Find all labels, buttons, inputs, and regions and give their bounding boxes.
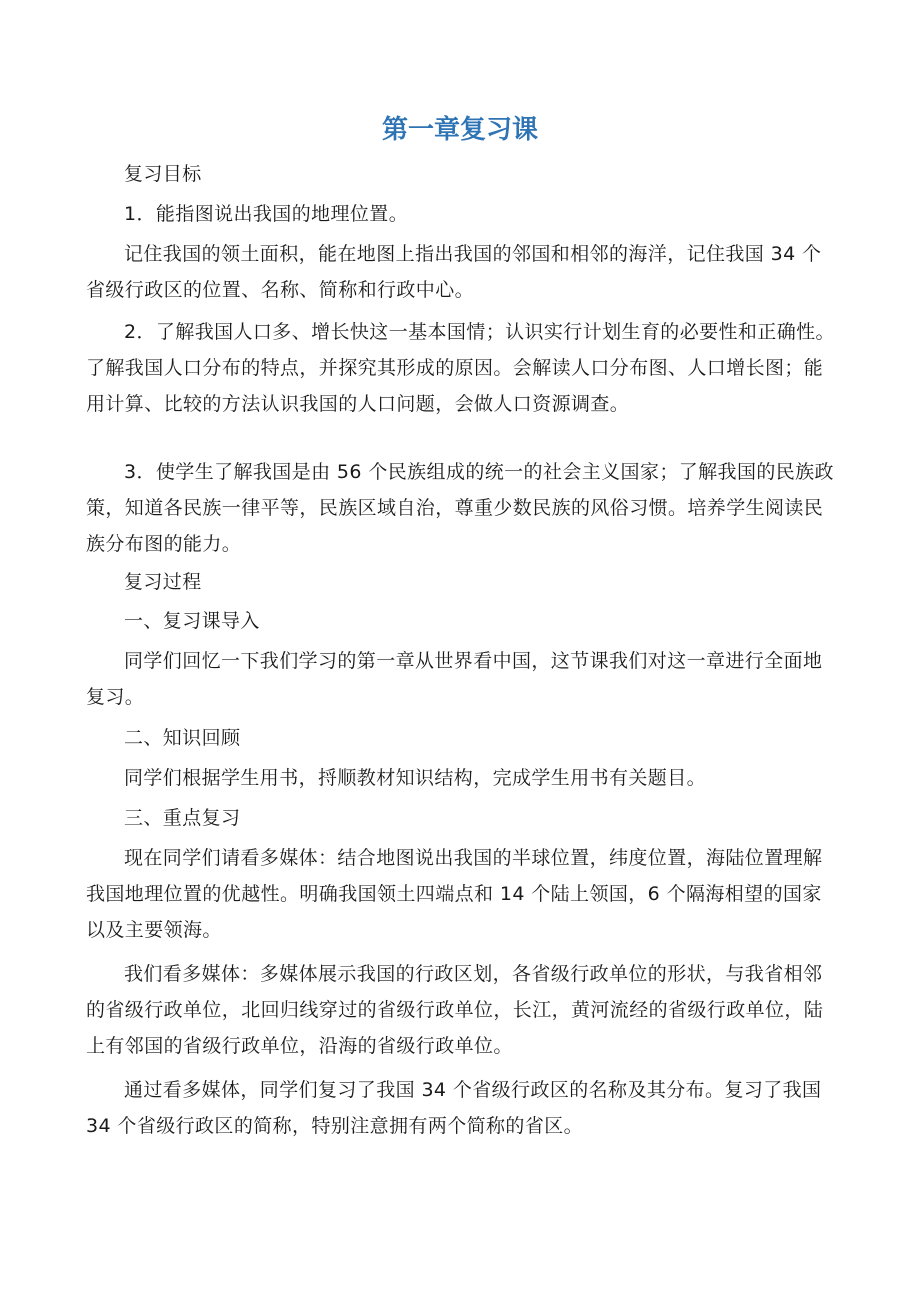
- goal-1: 1．能指图说出我国的地理位置。: [124, 203, 409, 225]
- section-3-text-3: 通过看多媒体，同学们复习了我国 34 个省级行政区的名称及其分布。复习了我国 34 个省级行政区的简称，特别注意拥有两个简称的省区。: [86, 1079, 822, 1137]
- section-3-heading: 三、重点复习: [124, 807, 241, 829]
- page-title: 第一章复习课: [381, 115, 538, 145]
- goal-1-detail: 记住我国的领土面积，能在地图上指出我国的邻国和相邻的海洋，记住我国 34 个省级行政区的位置、名称、简称和行政中心。: [86, 243, 822, 301]
- goal-3: 3．使学生了解我国是由 56 个民族组成的统一的社会主义国家；了解我国的民族政策，知道各民族一律平等，民族区域自治，尊重少数民族的风俗习惯。培养学生阅读民族分布图的能力。: [86, 461, 834, 555]
- heading-review-process: 复习过程: [124, 571, 202, 593]
- section-2-text: 同学们根据学生用书，捋顺教材知识结构，完成学生用书有关题目。: [124, 767, 707, 789]
- heading-review-goals: 复习目标: [124, 163, 202, 185]
- section-1-heading: 一、复习课导入: [124, 610, 260, 632]
- section-3-text-2: 我们看多媒体：多媒体展示我国的行政区划，各省级行政单位的形状，与我省相邻的省级行政单位，北回归线穿过的省级行政单位，长江，黄河流经的省级行政单位，陆上有邻国的省级行政单位，沿海的省级行政单位。: [86, 963, 824, 1057]
- section-3-text-1: 现在同学们请看多媒体：结合地图说出我国的半球位置，纬度位置，海陆位置理解我国地理位置的优越性。明确我国领土四端点和 14 个陆上领国，6 个隔海相望的国家以及主要领海。: [86, 847, 823, 941]
- section-2-heading: 二、知识回顾: [124, 727, 241, 749]
- goal-2: 2．了解我国人口多、增长快这一基本国情；认识实行计划生育的必要性和正确性。了解我国人口分布的特点，并探究其形成的原因。会解读人口分布图、人口增长图；能用计算、比较的方法认识我国的人口问题，会做人口资源调查。: [86, 321, 835, 415]
- section-1-text: 同学们回忆一下我们学习的第一章从世界看中国，这节课我们对这一章进行全面地复习。: [86, 650, 823, 708]
